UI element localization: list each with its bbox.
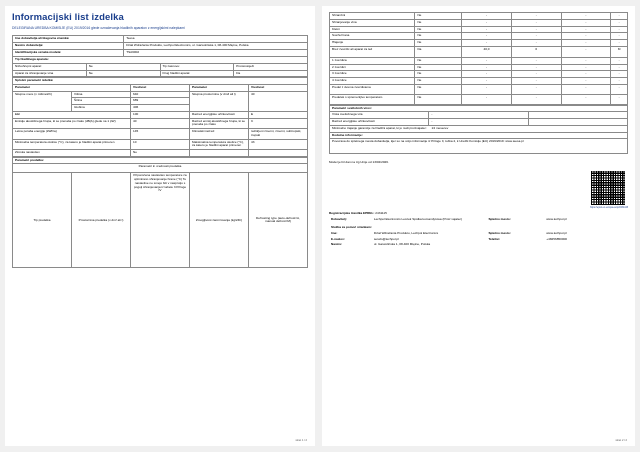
col-freezing-capacity: Zmogljivost zamrzovanja (kg/24h) <box>190 173 249 268</box>
compartment-temp: - <box>511 26 561 33</box>
compartment-freezing: - <box>561 33 611 40</box>
dimension-width-value: 689 <box>131 98 190 105</box>
table-row <box>330 119 628 126</box>
guarantee-label: Minimalno trajanje garancije za hladilni aparat, ki jo nudi proizvajalec: <box>332 125 427 130</box>
dimensions-label: Skupne mere (v milimetrih) <box>13 91 72 111</box>
compartment-volume: 40,0 <box>462 46 512 57</box>
compartment-volume: - <box>462 13 512 20</box>
table-row <box>13 78 308 85</box>
compartment-volume: - <box>462 40 512 47</box>
compartment-defrost: - <box>611 26 628 33</box>
compartment-temp: 0 <box>511 46 561 57</box>
contact-table <box>329 217 628 248</box>
table-row <box>13 91 308 98</box>
contact-name-value: Dział Wdrażania Produktu, Lechpol Electronics <box>373 230 439 235</box>
design-type-value: Prostostoječi <box>234 63 308 70</box>
energy-class-value: E <box>249 111 308 118</box>
table-row <box>330 139 628 154</box>
compartment-name: Sveža hrana <box>330 33 415 40</box>
min-ambient-value: 10 <box>131 139 190 150</box>
table-row <box>329 242 628 248</box>
other-appliance-label: Drug hladilni aparat: <box>160 70 234 77</box>
design-type-label: Tip zasnove: <box>160 63 234 70</box>
model-id-value: TSA6002 <box>124 49 308 56</box>
dimension-width-label: Širina <box>72 98 131 105</box>
col-defrost-type: Defrosting type (auto-defrost=A, manual defrost=M) <box>249 173 308 268</box>
compartment-name: Kletni <box>330 26 415 33</box>
compartment-name: 4 zvezdice <box>330 78 415 85</box>
compartment-volume: - <box>462 84 512 94</box>
qr-caption[interactable]: https://eprel.ec.europa.eu/qr/2431115 <box>590 207 628 210</box>
noise-emission-value: 40 <box>131 118 190 129</box>
light-class-spacer <box>528 119 627 126</box>
compartment-name: Predelek s spremenljivo temperaturo <box>330 94 415 104</box>
table-row <box>13 111 308 118</box>
compartment-present: Ne <box>415 64 462 71</box>
contact-name-label: Ime: <box>331 230 338 235</box>
empty-cell-1 <box>190 150 249 157</box>
table-row <box>330 105 628 112</box>
light-source-header: Parametri svetlobnih virov: <box>330 105 628 112</box>
website-value[interactable]: www.lechpol.pl <box>546 217 567 222</box>
table-row <box>13 164 308 173</box>
low-noise-label: Nizkohrupni aparat: <box>13 63 87 70</box>
model-market-note: Model je bil dan na trg Unije od 13/02/2026. <box>329 160 389 165</box>
compartment-temp: - <box>511 33 561 40</box>
max-ambient-label: Maksimalna temperatura okolice (°C), za katero je hladilni aparat primeren <box>190 139 249 150</box>
compartment-temp: - <box>511 71 561 78</box>
compartment-present: Ne <box>415 84 462 94</box>
supplier-brand-value: Teesa <box>124 36 308 43</box>
eei-value: 100 <box>131 111 190 118</box>
table-row <box>13 57 308 64</box>
compartment-temp: - <box>511 84 561 94</box>
table-row <box>329 223 628 231</box>
min-ambient-label: Minimalna temperatura okolice (°C), za katero je hladilni aparat primeren <box>13 139 131 150</box>
compartment-name: Predel z dvema zvezdicama <box>330 84 415 94</box>
winter-setting-value: Ne <box>131 150 190 157</box>
compartment-defrost: - <box>611 57 628 64</box>
help-website-label: Spletno mesto: <box>488 230 511 235</box>
supplier-address-value: Dział Wdrażania Produktu, Lechpol Electronics, ul. Garwolińska 1, 08-400 Miętne, Polska <box>124 43 308 50</box>
wine-appliance-value: Ne <box>86 70 160 77</box>
qr-code-icon[interactable] <box>590 170 626 206</box>
compartment-present: Ne <box>415 94 462 104</box>
table-row <box>330 13 628 20</box>
col-compartment-type: Tip predelka <box>13 173 72 268</box>
guarantee-row <box>330 125 628 132</box>
general-parameters-table <box>12 77 308 157</box>
table-row <box>330 71 628 78</box>
compartment-name: Shranjevanje vina <box>330 19 415 26</box>
wine-appliance-label: Aparat za shranjevanje vina <box>13 70 87 77</box>
compartment-temp: - <box>511 57 561 64</box>
registration-line <box>329 211 628 215</box>
total-volume-value: 40 <box>249 91 308 111</box>
compartment-name: 1 zvezdica <box>330 57 415 64</box>
compartment-table-title: Parametri in vrednosti predelka <box>13 164 308 173</box>
compartment-temp: - <box>511 40 561 47</box>
table-row <box>330 46 628 57</box>
supplier-address-label: Naslov dobavitelja: <box>13 43 124 50</box>
table-row <box>330 64 628 71</box>
page-title: Informacijski list izdelka <box>12 12 124 23</box>
compartment-freezing: - <box>561 19 611 26</box>
compartment-temp: - <box>511 13 561 20</box>
phone-label: Telefon: <box>488 236 501 241</box>
compartment-volume: - <box>462 94 512 104</box>
additional-info-text: Povezava do spletnega mesta dobavitelja, kjer so na voljo informacije iz Priloge II, točka 4, k Uredbi Komisije (EU) 2019/2019: www.teesa.pl <box>330 139 628 154</box>
compartment-present: Ne <box>415 19 462 26</box>
table-row <box>13 36 308 43</box>
compartment-volume: - <box>462 78 512 85</box>
col-parameter: Parameter <box>13 84 131 91</box>
col-recommended-temp: Priporočena nastavitev temperature za optimirano shranjevanje hrane (°C) Te nastavitve ne smejo biti v nasprotju s pogoji shranjevanja iz tabele 3 Priloge IV <box>131 173 190 268</box>
compartment-freezing: - <box>561 71 611 78</box>
other-appliance-value: Da <box>234 70 308 77</box>
annual-energy-value: 145 <box>131 129 190 140</box>
help-website-value[interactable]: www.lechpol.pl <box>546 230 567 235</box>
email-label: E-naslov: <box>331 236 345 241</box>
address-spacer-1 <box>486 242 544 248</box>
compartment-defrost: - <box>611 13 628 20</box>
compartment-name: 2 zvezdici <box>330 64 415 71</box>
guarantee-value: 24 mesecev <box>431 125 449 130</box>
compartment-name: Brez zvezdic ali aparat za led <box>330 46 415 57</box>
supplier-brand-label: Ime dobavitelja ali blagovna znamka: <box>13 36 124 43</box>
climate-class-value: razširjeni zmerni, zmerni, subtropski, tropski <box>249 129 308 140</box>
light-type-label: Vrsta svetlobnega vira <box>330 112 429 119</box>
compartment-defrost: - <box>611 78 628 85</box>
table-row <box>330 125 628 132</box>
page-left <box>5 6 315 446</box>
table-row <box>13 63 308 70</box>
compartment-freezing: - <box>561 13 611 20</box>
compartment-present: Da <box>415 46 462 57</box>
light-type-value: - <box>429 112 528 119</box>
compartment-freezing: - <box>561 78 611 85</box>
col-value: Vrednost <box>131 84 190 91</box>
noise-emission-label: Emisije akustičnega hrupa, ki se prenaša po zraku (dB(A) glede na 1 pW) <box>13 118 131 129</box>
compartment-defrost: - <box>611 33 628 40</box>
table-header-row <box>13 173 308 268</box>
table-row <box>13 157 308 164</box>
phone-value: +48256850000 <box>546 236 568 241</box>
compartment-volume: - <box>462 33 512 40</box>
table-row <box>330 94 628 104</box>
compartment-name: Hlajenje <box>330 40 415 47</box>
compartment-volume: - <box>462 19 512 26</box>
supplier-table <box>12 35 308 56</box>
climate-class-label: Klimatski razred: <box>190 129 249 140</box>
compartment-defrost: - <box>611 84 628 94</box>
table-header-row <box>13 84 308 91</box>
compartment-defrost: - <box>611 19 628 26</box>
page-left-footer: stran 1 / 2 <box>295 439 307 442</box>
table-row <box>330 33 628 40</box>
compartment-freezing: - <box>561 26 611 33</box>
address-label: Naslov: <box>331 242 343 247</box>
table-row <box>13 43 308 50</box>
address-value: ul. Garwolińska 1, 08-400 Miętne, Polska <box>373 242 431 247</box>
compartment-values-table <box>329 12 628 105</box>
low-noise-value: Ne <box>86 63 160 70</box>
website-label: Spletno mesto: <box>488 217 511 222</box>
col-parameter-2: Parameter <box>190 84 249 91</box>
compartment-freezing: - <box>561 94 611 104</box>
compartment-present: Ne <box>415 26 462 33</box>
compartment-freezing: - <box>561 84 611 94</box>
compartment-freezing: - <box>561 57 611 64</box>
table-row <box>13 118 308 129</box>
winter-setting-label: Zimska nastavitev <box>13 150 131 157</box>
noise-class-value: C <box>249 118 308 129</box>
compartment-name: 3 zvezdice <box>330 71 415 78</box>
email-value[interactable]: serwis@lechpol.pl <box>373 236 399 241</box>
compartment-present: Ne <box>415 13 462 20</box>
col-value-2: Vrednost <box>249 84 308 91</box>
compartment-header: Parametri predelka: <box>13 157 308 164</box>
compartment-freezing: - <box>561 46 611 57</box>
compartment-defrost: M <box>611 46 628 57</box>
compartment-present: Ne <box>415 57 462 64</box>
registration-value: 2431115 <box>375 211 387 216</box>
dimension-depth-label: Globina <box>72 105 131 112</box>
compartment-defrost: - <box>611 64 628 71</box>
compartment-defrost: - <box>611 40 628 47</box>
col-compartment-volume: Prostornina predelka (v dm³ ali l) <box>72 173 131 268</box>
compartment-volume: - <box>462 64 512 71</box>
table-row <box>330 78 628 85</box>
light-class-label: Razred energijske učinkovitosti <box>330 119 429 126</box>
table-row <box>13 49 308 56</box>
total-volume-label: Skupna prostornina (v dm3 ali l) <box>190 91 249 111</box>
noise-class-label: Razred emisij akustičnega hrupa, ki se prenaša po zraku <box>190 118 249 129</box>
supplier-contact-label: Dobavitelj: <box>331 217 347 222</box>
customer-support-header: Služba za pomoč strankam: <box>331 225 372 230</box>
appliance-type-header: Tip hladilnega aparata: <box>13 57 308 64</box>
energy-class-label: Razred energijske učinkovitosti <box>190 111 249 118</box>
light-source-table <box>329 105 628 155</box>
light-type-spacer <box>528 112 627 119</box>
compartment-freezing: - <box>561 40 611 47</box>
registration-label: Registracijska številka EPREL: <box>329 211 375 216</box>
table-row <box>330 57 628 64</box>
max-ambient-value: 43 <box>249 139 308 150</box>
eei-label: EEI <box>13 111 131 118</box>
table-row <box>13 129 308 140</box>
dimension-height-value: 640 <box>131 91 190 98</box>
light-class-value: - <box>429 119 528 126</box>
general-params-header: Splošni parametri izdelka: <box>13 78 308 85</box>
dimension-depth-value: 406 <box>131 105 190 112</box>
compartment-present: Ne <box>415 71 462 78</box>
table-row <box>330 112 628 119</box>
table-row <box>330 84 628 94</box>
compartment-volume: - <box>462 26 512 33</box>
compartment-present: Ne <box>415 40 462 47</box>
compartment-name: Shrambni <box>330 13 415 20</box>
page-right <box>322 6 635 446</box>
compartment-present: Ne <box>415 33 462 40</box>
additional-info-header: Dodatne informacije: <box>330 132 628 139</box>
qr-block <box>329 170 628 209</box>
compartment-parameters-table <box>12 157 308 269</box>
annual-energy-label: Letna poraba energije (kWh/a) <box>13 129 131 140</box>
compartment-freezing: - <box>561 64 611 71</box>
table-row <box>330 19 628 26</box>
table-row <box>330 40 628 47</box>
address-spacer-2 <box>544 242 628 248</box>
table-row <box>330 132 628 139</box>
table-row <box>13 150 308 157</box>
table-row <box>13 139 308 150</box>
qr-wrap <box>590 170 628 209</box>
compartment-defrost: - <box>611 71 628 78</box>
appliance-type-table <box>12 56 308 77</box>
compartment-temp: - <box>511 94 561 104</box>
empty-cell-2 <box>249 150 308 157</box>
model-id-label: Identifikacijska oznaka modela: <box>13 49 124 56</box>
regulation-subtitle: DELEGIRANA UREDBA KOMISIJE (EU) 2019/2016 glede označevanja hladilnih aparatov z energijskimi nalepkami <box>12 26 185 30</box>
compartment-temp: - <box>511 78 561 85</box>
table-row <box>330 26 628 33</box>
table-row <box>13 70 308 77</box>
compartment-volume: - <box>462 57 512 64</box>
compartment-defrost: - <box>611 94 628 104</box>
compartment-temp: - <box>511 64 561 71</box>
compartment-volume: - <box>462 71 512 78</box>
page-right-footer: stran 2 / 2 <box>615 439 627 442</box>
dimension-height-label: Višina <box>72 91 131 98</box>
supplier-contact-value: Lechpol Electronics Leszek Spółka komandytowa (Proiz vajalec) <box>373 217 463 222</box>
compartment-present: Ne <box>415 78 462 85</box>
compartment-temp: - <box>511 19 561 26</box>
